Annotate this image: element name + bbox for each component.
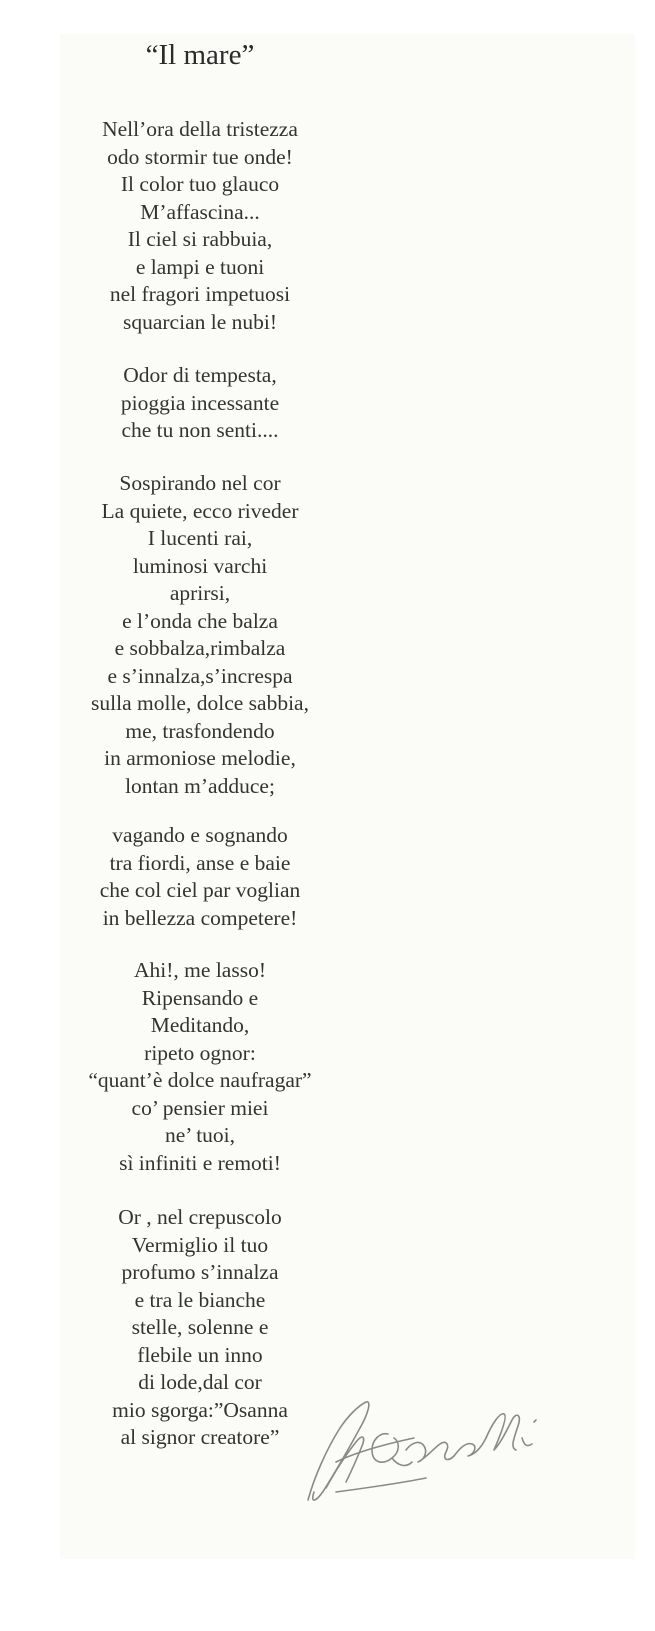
poem-line: sì infiniti e remoti! [119,1150,281,1175]
poem-line: in armoniose melodie, [104,746,296,770]
poem-line: squarcian le nubi! [122,309,278,334]
poem-line: Nell’ora della tristezza [102,117,298,141]
poem-line: e lampi e tuoni [135,254,265,279]
poem-line: stelle, solenne e [131,1315,269,1339]
poem-line: al signor creatore” [120,1425,280,1449]
stanza-4 [50,822,350,932]
poem-line: Ahi!, me lasso! [134,958,266,982]
poem-line: odo stormir tue onde! [107,144,293,169]
poem-line: ripeto ognor: [144,1040,256,1065]
poem-line: mio sgorga:”Osanna [112,1397,288,1422]
poem-line: e l’onda che balza [122,608,278,633]
poem-line: “quant’è dolce naufragar” [88,1068,312,1092]
poem-line: La quiete, ecco riveder [101,498,299,523]
stanza-3 [50,470,350,800]
poem-line: luminosi varchi [132,553,268,578]
poem-line: in bellezza competere! [102,905,298,930]
poem-line: e s’innalza,s’increspa [107,663,293,688]
poem-line: tra fiordi, anse e baie [109,850,291,875]
poem-line: Ripensando e [141,985,259,1010]
poem-line: aprirsi, [169,581,231,605]
poem-line: nel fragori impetuosi [109,282,291,306]
poem-line: M’affascina... [140,199,260,224]
poem-line: Meditando, [150,1013,250,1037]
poem-line: ne’ tuoi, [164,1123,236,1147]
poem-line: Il color tuo glauco [120,172,280,196]
poem-title: “Il mare” [145,39,255,71]
poem-line: Il ciel si rabbuia, [127,227,273,251]
poem-line: I lucenti rai, [147,526,253,550]
poem-line: e tra le bianche [134,1287,266,1312]
poem-line: flebile un inno [137,1342,263,1367]
poem-line: che tu non senti.... [121,418,279,442]
poem-line: di lode,dal cor [138,1370,262,1394]
poem-line: Vermiglio il tuo [131,1232,269,1257]
poem-line: vagando e sognando [112,823,288,847]
poem-line: pioggia incessante [120,390,280,415]
stanza-1 [50,116,350,336]
stanza-2 [50,362,350,445]
poem-line: Odor di tempesta, [123,363,277,387]
poem-line: e sobbalza,rimbalza [114,636,286,660]
poem-line: me, trasfondendo [125,718,275,743]
poem-line: sulla molle, dolce sabbia, [91,691,309,715]
poem-line: co’ pensier miei [131,1095,269,1120]
poem-line: profumo s’innalza [121,1260,279,1284]
stanza-5 [50,957,350,1177]
poem-line: Sospirando nel cor [119,471,281,495]
poem-line: Or , nel crepuscolo [118,1205,282,1229]
poem-line: lontan m’adduce; [125,773,275,798]
signature-icon [296,1392,546,1517]
poem-line: che col ciel par voglian [99,878,301,902]
